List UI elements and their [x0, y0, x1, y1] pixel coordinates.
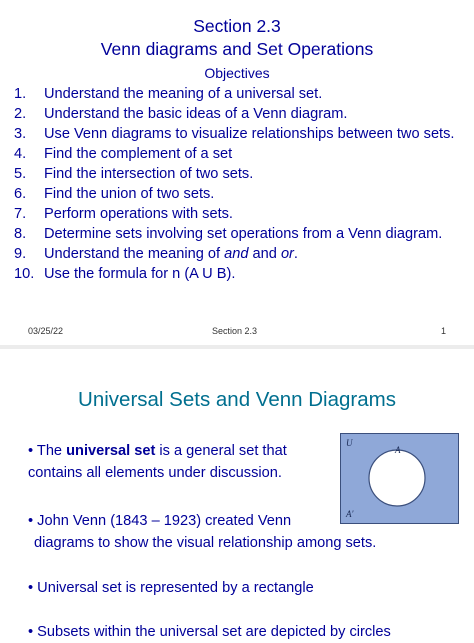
objectives-list: [0, 86, 474, 286]
bullet-circles: • Subsets within the universal set are depicted by circles: [28, 624, 391, 640]
bullet-dot: •: [28, 443, 34, 459]
objective-text: Find the complement of a set: [44, 146, 233, 162]
bullet-text-post: is a general set that: [155, 443, 287, 459]
objective-italic-and: and: [224, 246, 249, 262]
objective-text: Perform operations with sets.: [44, 206, 233, 222]
slide-title-line2: Venn diagrams and Set Operations: [100, 39, 374, 59]
objective-item: [0, 106, 474, 123]
footer-date: 03/25/22: [28, 326, 64, 336]
objective-text: Find the intersection of two sets.: [44, 166, 254, 182]
objective-text: Use Venn diagrams to visualize relationships between two sets.: [44, 126, 455, 142]
objective-text-mid: and: [248, 246, 281, 262]
bullet-john-venn-line1: • John Venn (1843 – 1923) created Venn: [28, 513, 292, 529]
footer-section: Section 2.3: [212, 326, 258, 336]
bullet-rectangle: • Universal set is represented by a rectangle: [28, 580, 314, 596]
bullet-term-universal-set: universal set: [66, 443, 156, 459]
objectives-heading: Objectives: [204, 65, 270, 81]
objective-item: [0, 226, 474, 243]
objective-item: [0, 186, 474, 203]
label-u: U: [346, 438, 353, 448]
objective-number: 7.: [14, 206, 27, 222]
objective-number: 1.: [14, 86, 27, 102]
objective-text: Use the formula for n (A U B).: [44, 266, 236, 282]
objective-text: Determine sets involving set operations from a Venn diagram.: [44, 226, 443, 242]
label-a-complement: A′: [346, 509, 354, 519]
objective-italic-or: or: [280, 246, 294, 262]
bullet-text-pre: The: [33, 443, 67, 459]
slide-universal-sets: [0, 349, 474, 640]
objective-number: 6.: [14, 186, 27, 202]
objective-text: Find the union of two sets.: [44, 186, 215, 202]
objective-text-end: .: [293, 246, 298, 262]
footer-page-number: 1: [441, 326, 447, 336]
objective-text: Understand the meaning of: [44, 246, 225, 262]
objective-item: [0, 86, 474, 103]
set-a-circle: [369, 450, 425, 506]
bullet-universal-set-line2: contains all elements under discussion.: [28, 465, 282, 481]
venn-diagram: [340, 433, 459, 524]
slide-title: Universal Sets and Venn Diagrams: [78, 388, 396, 411]
objective-number: 2.: [14, 106, 27, 122]
objective-number: 10.: [14, 266, 35, 282]
objective-text: Understand the basic ideas of a Venn diagram.: [44, 106, 348, 122]
objective-number: 4.: [14, 146, 27, 162]
objective-item: [0, 146, 474, 163]
bullet-john-venn-line2: diagrams to show the visual relationship among sets.: [34, 535, 377, 551]
objective-item: [0, 246, 474, 263]
objective-item: [0, 206, 474, 223]
objective-number: 3.: [14, 126, 27, 142]
slide-title-line1: Section 2.3: [193, 16, 281, 36]
objective-number: 8.: [14, 226, 27, 242]
objective-text: Understand the meaning of a universal set.: [44, 86, 323, 102]
label-a: A: [395, 445, 401, 455]
objective-item: [0, 126, 474, 143]
objective-item: [0, 166, 474, 183]
objective-number: 9.: [14, 246, 27, 262]
objective-number: 5.: [14, 166, 27, 182]
objective-item: [0, 266, 474, 283]
bullet-universal-set-line1: [28, 440, 287, 462]
